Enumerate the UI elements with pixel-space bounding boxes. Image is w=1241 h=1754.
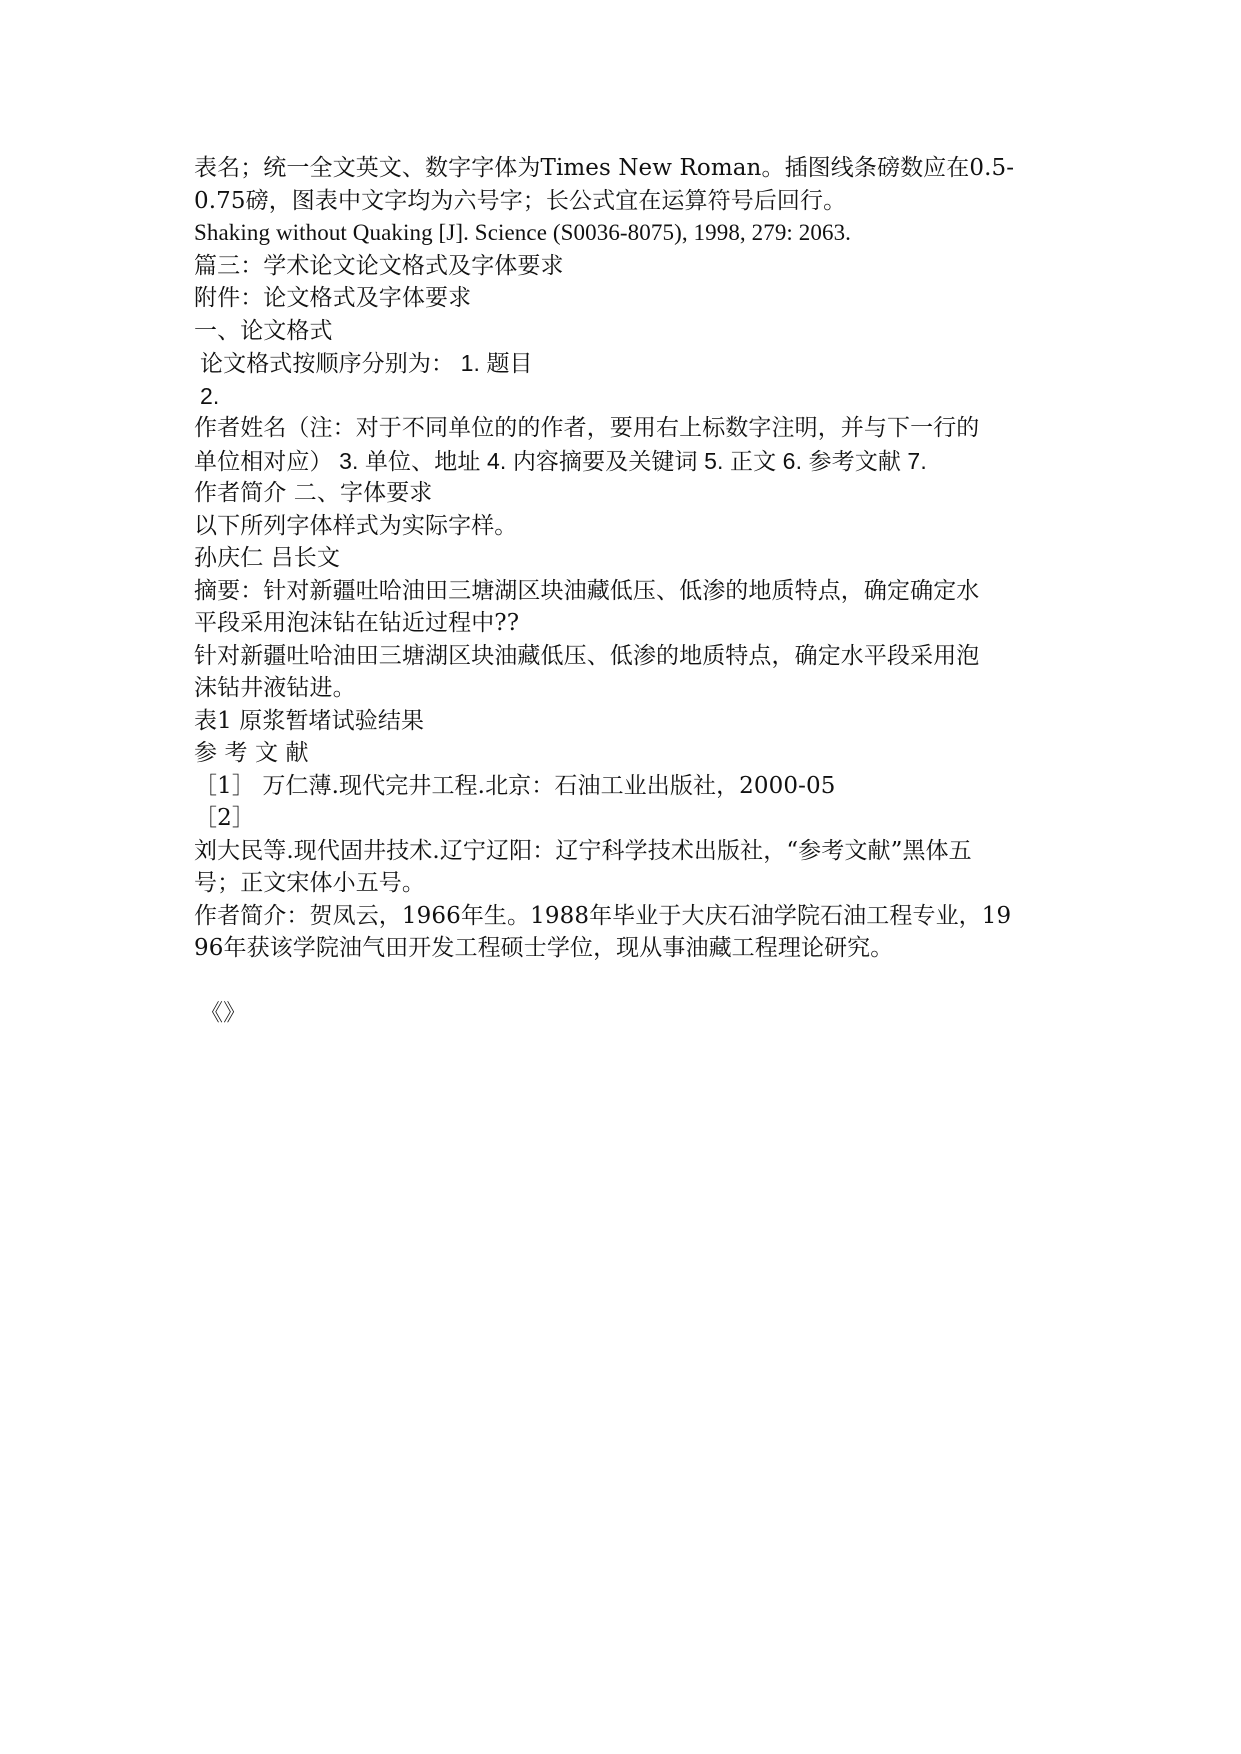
abstract-line: 平段采用泡沫钻在钻近过程中?? <box>194 610 520 636</box>
text-line: 作者姓名（注：对于不同单位的的作者，要用右上标数字注明，并与下一行的 <box>194 415 980 441</box>
reference-item: ［2］ <box>194 805 255 831</box>
text-line: 以下所列字体样式为实际字样。 <box>194 512 518 539</box>
text-line: 作者简介 二、字体要求 <box>194 480 433 506</box>
section-heading: 一、论文格式 <box>194 317 333 344</box>
author-bio: 作者简介：贺凤云，1966年生。1988年毕业于大庆石油学院石油工程专业，19 <box>194 902 1012 929</box>
reference-item: ［1］ 万仁薄.现代完井工程.北京：石油工业出版社，2000-05 <box>194 772 836 799</box>
reference-item: 刘大民等.现代固井技术.辽宁辽阳：辽宁科学技术出版社，“参考文献”黑体五 <box>194 837 972 864</box>
footer-mark: 《》 <box>200 999 247 1026</box>
blank-space <box>194 965 1054 997</box>
text-line: 号；正文宋体小五号。 <box>194 870 425 896</box>
text-line: 论文格式按顺序分别为： 1. 题目 <box>200 350 533 376</box>
text-line: 针对新疆吐哈油田三塘湖区块油藏低压、低渗的地质特点，确定水平段采用泡 <box>194 642 980 669</box>
attachment-title: 附件：论文格式及字体要求 <box>194 285 472 311</box>
author-bio: 96年获该学院油气田开发工程硕士学位，现从事油藏工程理论研究。 <box>194 935 894 961</box>
text-line: 表名；统一全文英文、数字字体为Times New Roman。插图线条磅数应在0.5- <box>194 155 1015 181</box>
text-line: 单位相对应） 3. 单位、地址 4. 内容摘要及关键词 5. 正文 6. 参考文献 7. <box>194 447 927 474</box>
text-line: 2. <box>200 382 220 409</box>
abstract-line: 摘要：针对新疆吐哈油田三塘湖区块油藏低压、低渗的地质特点，确定确定水 <box>194 577 980 604</box>
text-line: 沫钻井液钻进。 <box>194 675 356 701</box>
references-heading: 参 考 文 献 <box>194 740 309 766</box>
section-title: 篇三：学术论文论文格式及字体要求 <box>194 252 564 279</box>
reference-line: Shaking without Quaking [J]. Science (S0036-8075), 1998, 279: 2063. <box>194 220 852 245</box>
table-caption: 表1 原浆暂堵试验结果 <box>194 707 425 734</box>
document-body <box>194 152 1054 1029</box>
text-line: 0.75磅，图表中文字均为六号字；长公式宜在运算符号后回行。 <box>194 187 847 214</box>
author-names: 孙庆仁 吕长文 <box>194 545 341 571</box>
